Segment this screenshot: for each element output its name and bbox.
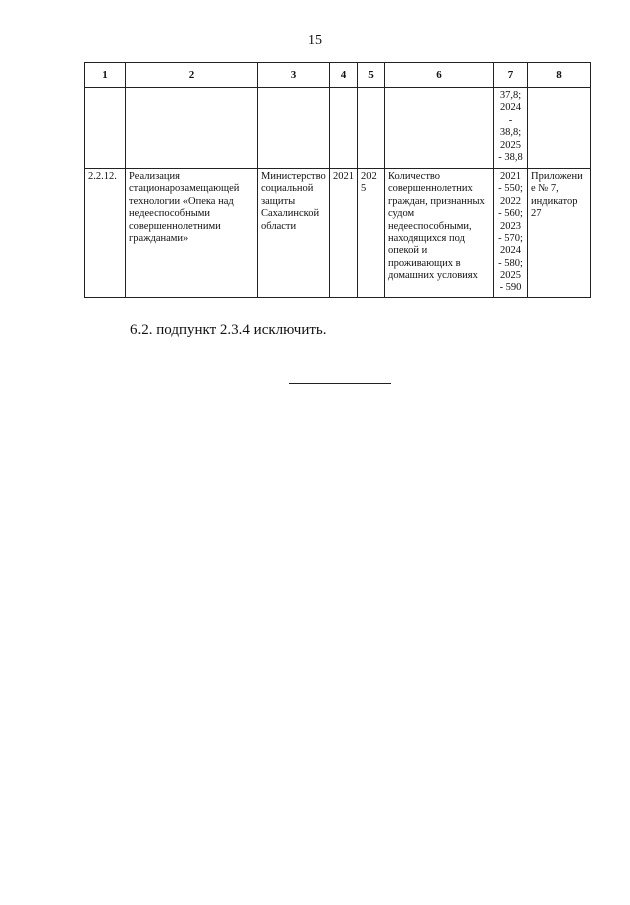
cont-cell-4 (330, 88, 358, 169)
col-header-2: 2 (126, 63, 258, 88)
row-end-year: 2025 (358, 169, 385, 298)
cont-cell-3 (258, 88, 330, 169)
cont-cell-6 (385, 88, 494, 169)
table-row (85, 169, 591, 298)
col-header-5: 5 (358, 63, 385, 88)
col-header-4: 4 (330, 63, 358, 88)
clause-text: 6.2. подпункт 2.3.4 исключить. (130, 322, 327, 338)
table-header-row (85, 63, 591, 88)
cont-cell-2 (126, 88, 258, 169)
cont-cell-5 (358, 88, 385, 169)
cont-cell-1 (85, 88, 126, 169)
row-event: Реализация стационарозамещающей технологии «Опека над недееспособными совершеннолетними гражданами» (126, 169, 258, 298)
row-start-year: 2021 (330, 169, 358, 298)
program-table (84, 62, 591, 298)
cont-cell-8 (528, 88, 591, 169)
row-reference: Приложение № 7, индикатор 27 (528, 169, 591, 298)
row-values: 2021 - 550; 2022 - 560; 2023 - 570; 2024 - 580; 2025 - 590 (494, 169, 528, 298)
row-indicator: Количество совершеннолетних граждан, признанных судом недееспособными, находящихся под опекой и проживающих в домашних условиях (385, 169, 494, 298)
col-header-7: 7 (494, 63, 528, 88)
col-header-6: 6 (385, 63, 494, 88)
col-header-3: 3 (258, 63, 330, 88)
row-executor: Министерство социальной защиты Сахалинской области (258, 169, 330, 298)
col-header-1: 1 (85, 63, 126, 88)
row-number: 2.2.12. (85, 169, 126, 298)
col-header-8: 8 (528, 63, 591, 88)
page-number: 15 (308, 33, 322, 48)
table-row-continuation (85, 88, 591, 169)
separator-line (289, 383, 391, 384)
cont-cell-values: 37,8; 2024 - 38,8; 2025 - 38,8 (494, 88, 528, 169)
